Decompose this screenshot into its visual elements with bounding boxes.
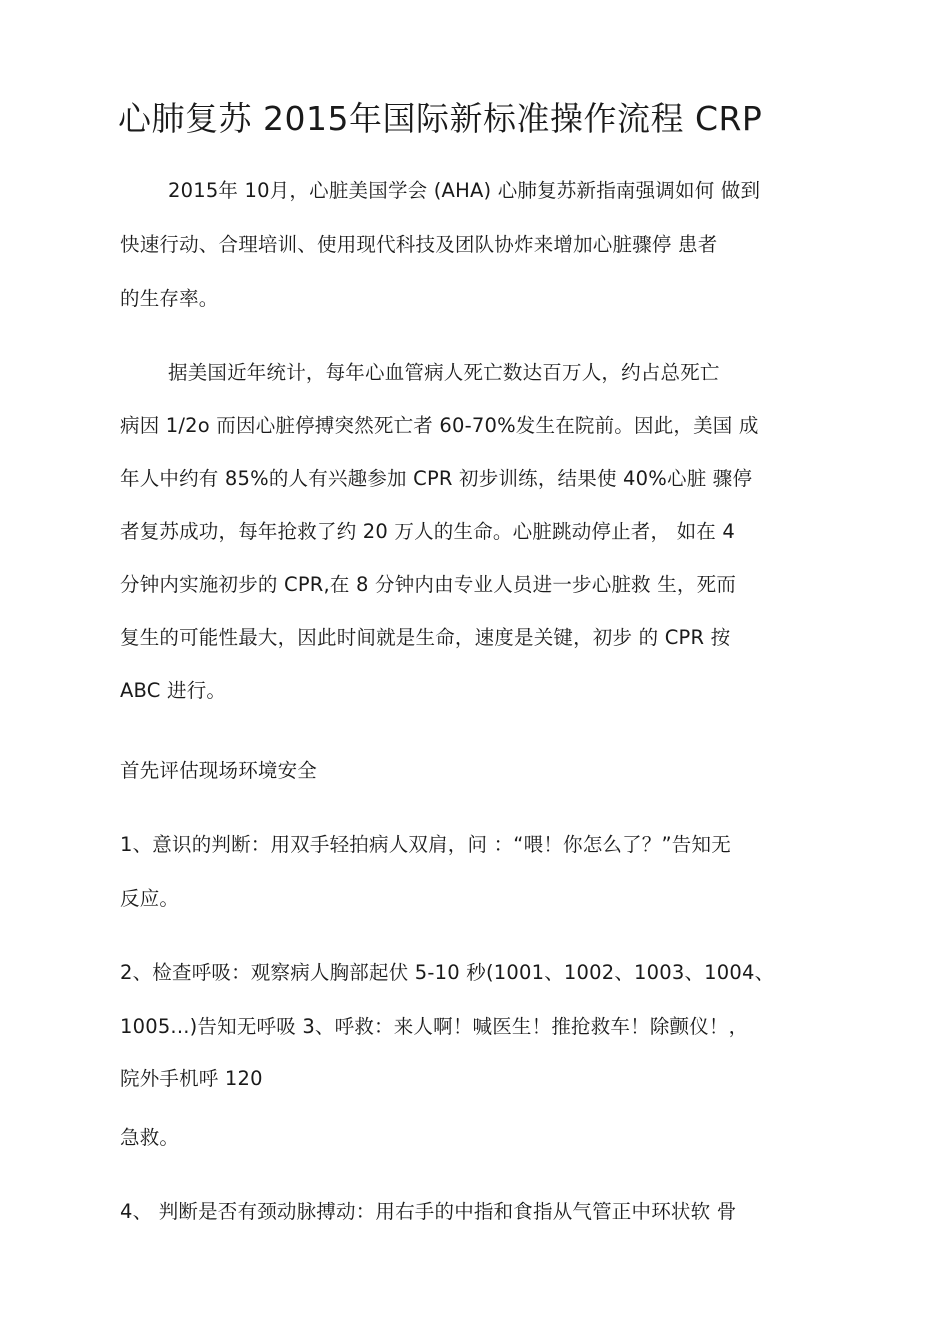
paragraph-2-line-2: 病因 1/2o 而因心脏停搏突然死亡者 60-70%发生在院前。因此，美国 成	[120, 414, 759, 437]
paragraph-2-line-4: 者复苏成功，每年抢救了约 20 万人的生命。心脏跳动停止者， 如在 4	[120, 520, 736, 543]
paragraph-1-line-2: 快速行动、合理培训、使用现代科技及团队协炸来增加心脏骤停 患者	[120, 233, 718, 256]
section-heading: 首先评估现场环境安全	[120, 759, 318, 782]
paragraph-2-line-6: 复生的可能性最大，因此时间就是生命，速度是关键，初步 的 CPR 按	[120, 626, 731, 649]
paragraph-1-line-1: 2015年 10月，心脏美国学会 (AHA) 心肺复苏新指南强调如何 做到	[168, 179, 761, 202]
paragraph-1-line-3: 的生存率。	[120, 287, 219, 310]
paragraph-2-line-7: ABC 进行。	[120, 679, 227, 702]
step-2-line-1: 2、检查呼吸：观察病人胸部起伏 5-10 秒(1001、1002、1003、1004、	[120, 961, 775, 984]
document-title: 心肺复苏 2015年国际新标准操作流程 CRP	[118, 99, 763, 138]
step-2-line-4: 急救。	[120, 1126, 180, 1149]
step-1-line-1: 1、意识的判断：用双手轻拍病人双肩，问 ：“喂！你怎么了？”告知无	[120, 833, 731, 856]
step-2-line-3: 院外手机呼 120	[120, 1067, 263, 1090]
paragraph-2-line-1: 据美国近年统计，每年心血管病人死亡数达百万人，约占总死亡	[168, 361, 720, 384]
step-2-line-2: 1005...)告知无呼吸 3、呼救：来人啊！喊医生！推抢救车！除颤仪！，	[120, 1015, 749, 1038]
step-1-line-2: 反应。	[120, 887, 180, 910]
paragraph-2-line-5: 分钟内实施初步的 CPR,在 8 分钟内由专业人员进一步心脏救 生，死而	[120, 573, 737, 596]
paragraph-2-line-3: 年人中约有 85%的人有兴趣参加 CPR 初步训练，结果使 40%心脏 骤停	[120, 467, 753, 490]
step-4-line-1: 4、 判断是否有颈动脉搏动：用右手的中指和食指从气管正中环状软 骨	[120, 1200, 737, 1223]
